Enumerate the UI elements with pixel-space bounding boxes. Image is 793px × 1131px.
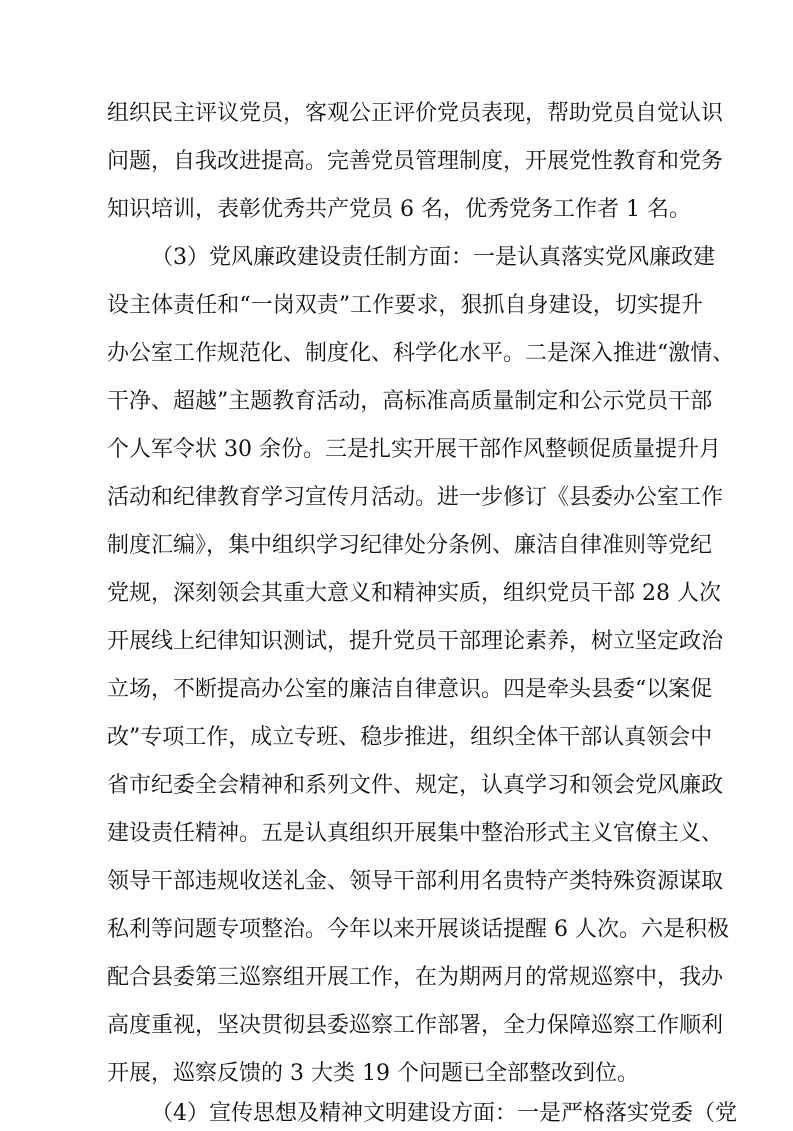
text-line: 私利等问题专项整治。今年以来开展谈话提醒 6 人次。六是积极 — [107, 917, 729, 942]
text-line: （4）宣传思想及精神文明建设方面：一是严格落实党委（党 — [151, 1101, 737, 1126]
text-line: （3）党风廉政建设责任制方面：一是认真落实党风廉政建 — [151, 245, 715, 270]
text-line: 立场，不断提高办公室的廉洁自律意识。四是牵头县委“以案促 — [107, 677, 713, 702]
text-line: 知识培训，表彰优秀共产党员 6 名，优秀党务工作者 1 名。 — [107, 197, 691, 222]
text-line: 问题，自我改进提高。完善党员管理制度，开展党性教育和党务 — [107, 149, 724, 174]
text-line: 领导干部违规收送礼金、领导干部利用名贵特产类特殊资源谋取 — [107, 869, 724, 894]
text-line: 配合县委第三巡察组开展工作，在为期两月的常规巡察中，我办 — [107, 965, 724, 990]
text-line: 制度汇编》，集中组织学习纪律处分条例、廉洁自律准则等党纪 — [107, 533, 713, 558]
text-line: 活动和纪律教育学习宣传月活动。进一步修订《县委办公室工作 — [107, 485, 724, 510]
text-line: 设主体责任和“一岗双责”工作要求，狠抓自身建设，切实提升 — [107, 293, 703, 318]
text-line: 党规，深刻领会其重大意义和精神实质，组织党员干部 28 人次 — [107, 581, 721, 606]
text-line: 组织民主评议党员，客观公正评价党员表现，帮助党员自觉认识 — [107, 101, 724, 126]
text-line: 开展线上纪律知识测试，提升党员干部理论素养，树立坚定政治 — [107, 629, 724, 654]
text-line: 开展，巡察反馈的 3 大类 19 个问题已全部整改到位。 — [107, 1061, 639, 1086]
text-line: 高度重视，坚决贯彻县委巡察工作部署，全力保障巡察工作顺利 — [107, 1013, 724, 1038]
text-line: 干净、超越”主题教育活动，高标准高质量制定和公示党员干部 — [107, 389, 713, 414]
text-line: 省市纪委全会精神和系列文件、规定，认真学习和领会党风廉政 — [107, 773, 724, 798]
text-line: 建设责任精神。五是认真组织开展集中整治形式主义官僚主义、 — [107, 821, 724, 846]
text-line: 办公室工作规范化、制度化、科学化水平。二是深入推进“激情、 — [107, 341, 735, 366]
text-line: 改”专项工作，成立专班、稳步推进，组织全体干部认真领会中 — [107, 725, 713, 750]
text-line: 个人军令状 30 余份。三是扎实开展干部作风整顿促质量提升月 — [107, 437, 721, 462]
